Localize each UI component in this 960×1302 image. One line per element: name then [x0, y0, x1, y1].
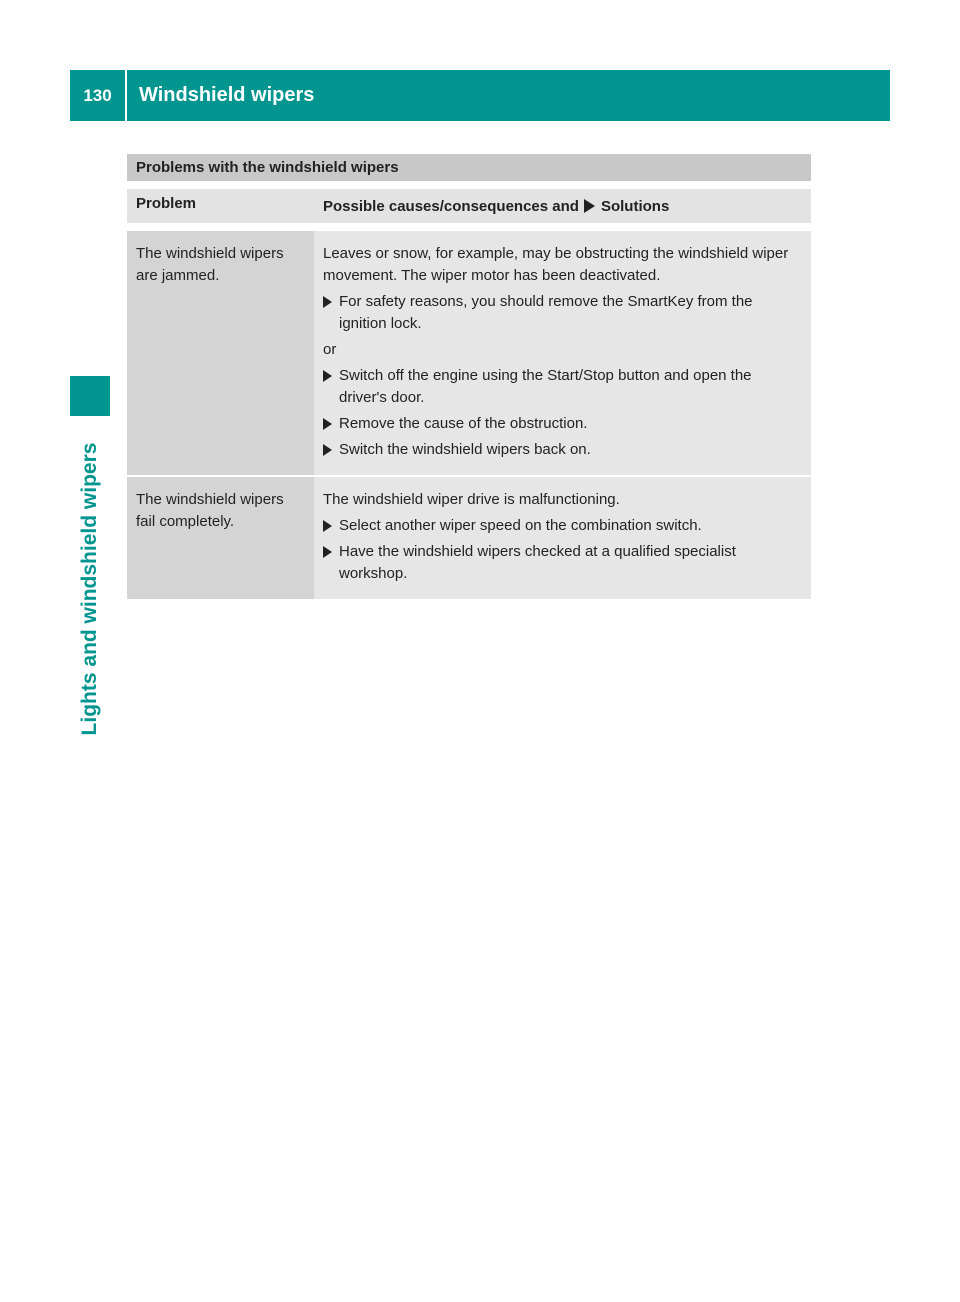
chapter-tab-marker	[70, 376, 110, 416]
header-problem: Problem	[127, 189, 314, 223]
table-header-row	[127, 189, 811, 223]
step-text: Switch the windshield wipers back on.	[339, 441, 591, 458]
problems-table	[127, 154, 811, 599]
action-arrow-icon	[584, 199, 595, 213]
solution-cell	[314, 231, 811, 475]
or-label: or	[323, 341, 337, 358]
solution-step	[323, 291, 802, 335]
step-text: Select another wiper speed on the combination switch.	[339, 517, 702, 534]
table-row	[127, 477, 811, 599]
page-number: 130	[70, 70, 127, 121]
solution-step	[323, 439, 802, 461]
header-solutions	[314, 189, 811, 223]
step-text: Switch off the engine using the Start/Stop button and open the driver's door.	[339, 367, 752, 406]
solution-cell	[314, 477, 811, 599]
solution-step	[323, 541, 802, 585]
table-row	[127, 231, 811, 475]
chapter-label: Lights and windshield wipers	[78, 442, 101, 736]
action-arrow-icon	[323, 370, 332, 382]
page-header	[70, 70, 890, 121]
step-text: For safety reasons, you should remove the SmartKey from the ignition lock.	[339, 293, 753, 332]
solution-step	[323, 365, 802, 409]
action-arrow-icon	[323, 444, 332, 456]
cause-text: Leaves or snow, for example, may be obstructing the windshield wiper movement. The wiper motor has been deactivated.	[323, 245, 789, 284]
solution-step	[323, 413, 802, 435]
table-title: Problems with the windshield wipers	[127, 154, 811, 181]
action-arrow-icon	[323, 418, 332, 430]
action-arrow-icon	[323, 296, 332, 308]
step-text: Remove the cause of the obstruction.	[339, 415, 588, 432]
header-solutions-prefix: Possible causes/consequences and	[323, 197, 579, 215]
solution-step	[323, 515, 802, 537]
action-arrow-icon	[323, 546, 332, 558]
header-solutions-suffix: Solutions	[600, 197, 670, 215]
problem-cell: The windshield wipers fail completely.	[127, 477, 314, 599]
cause-text: The windshield wiper drive is malfunctioning.	[323, 491, 620, 508]
chapter-tab	[70, 424, 110, 754]
problem-cell: The windshield wipers are jammed.	[127, 231, 314, 475]
action-arrow-icon	[323, 520, 332, 532]
step-text: Have the windshield wipers checked at a qualified specialist workshop.	[339, 543, 736, 582]
section-title: Windshield wipers	[139, 84, 315, 106]
